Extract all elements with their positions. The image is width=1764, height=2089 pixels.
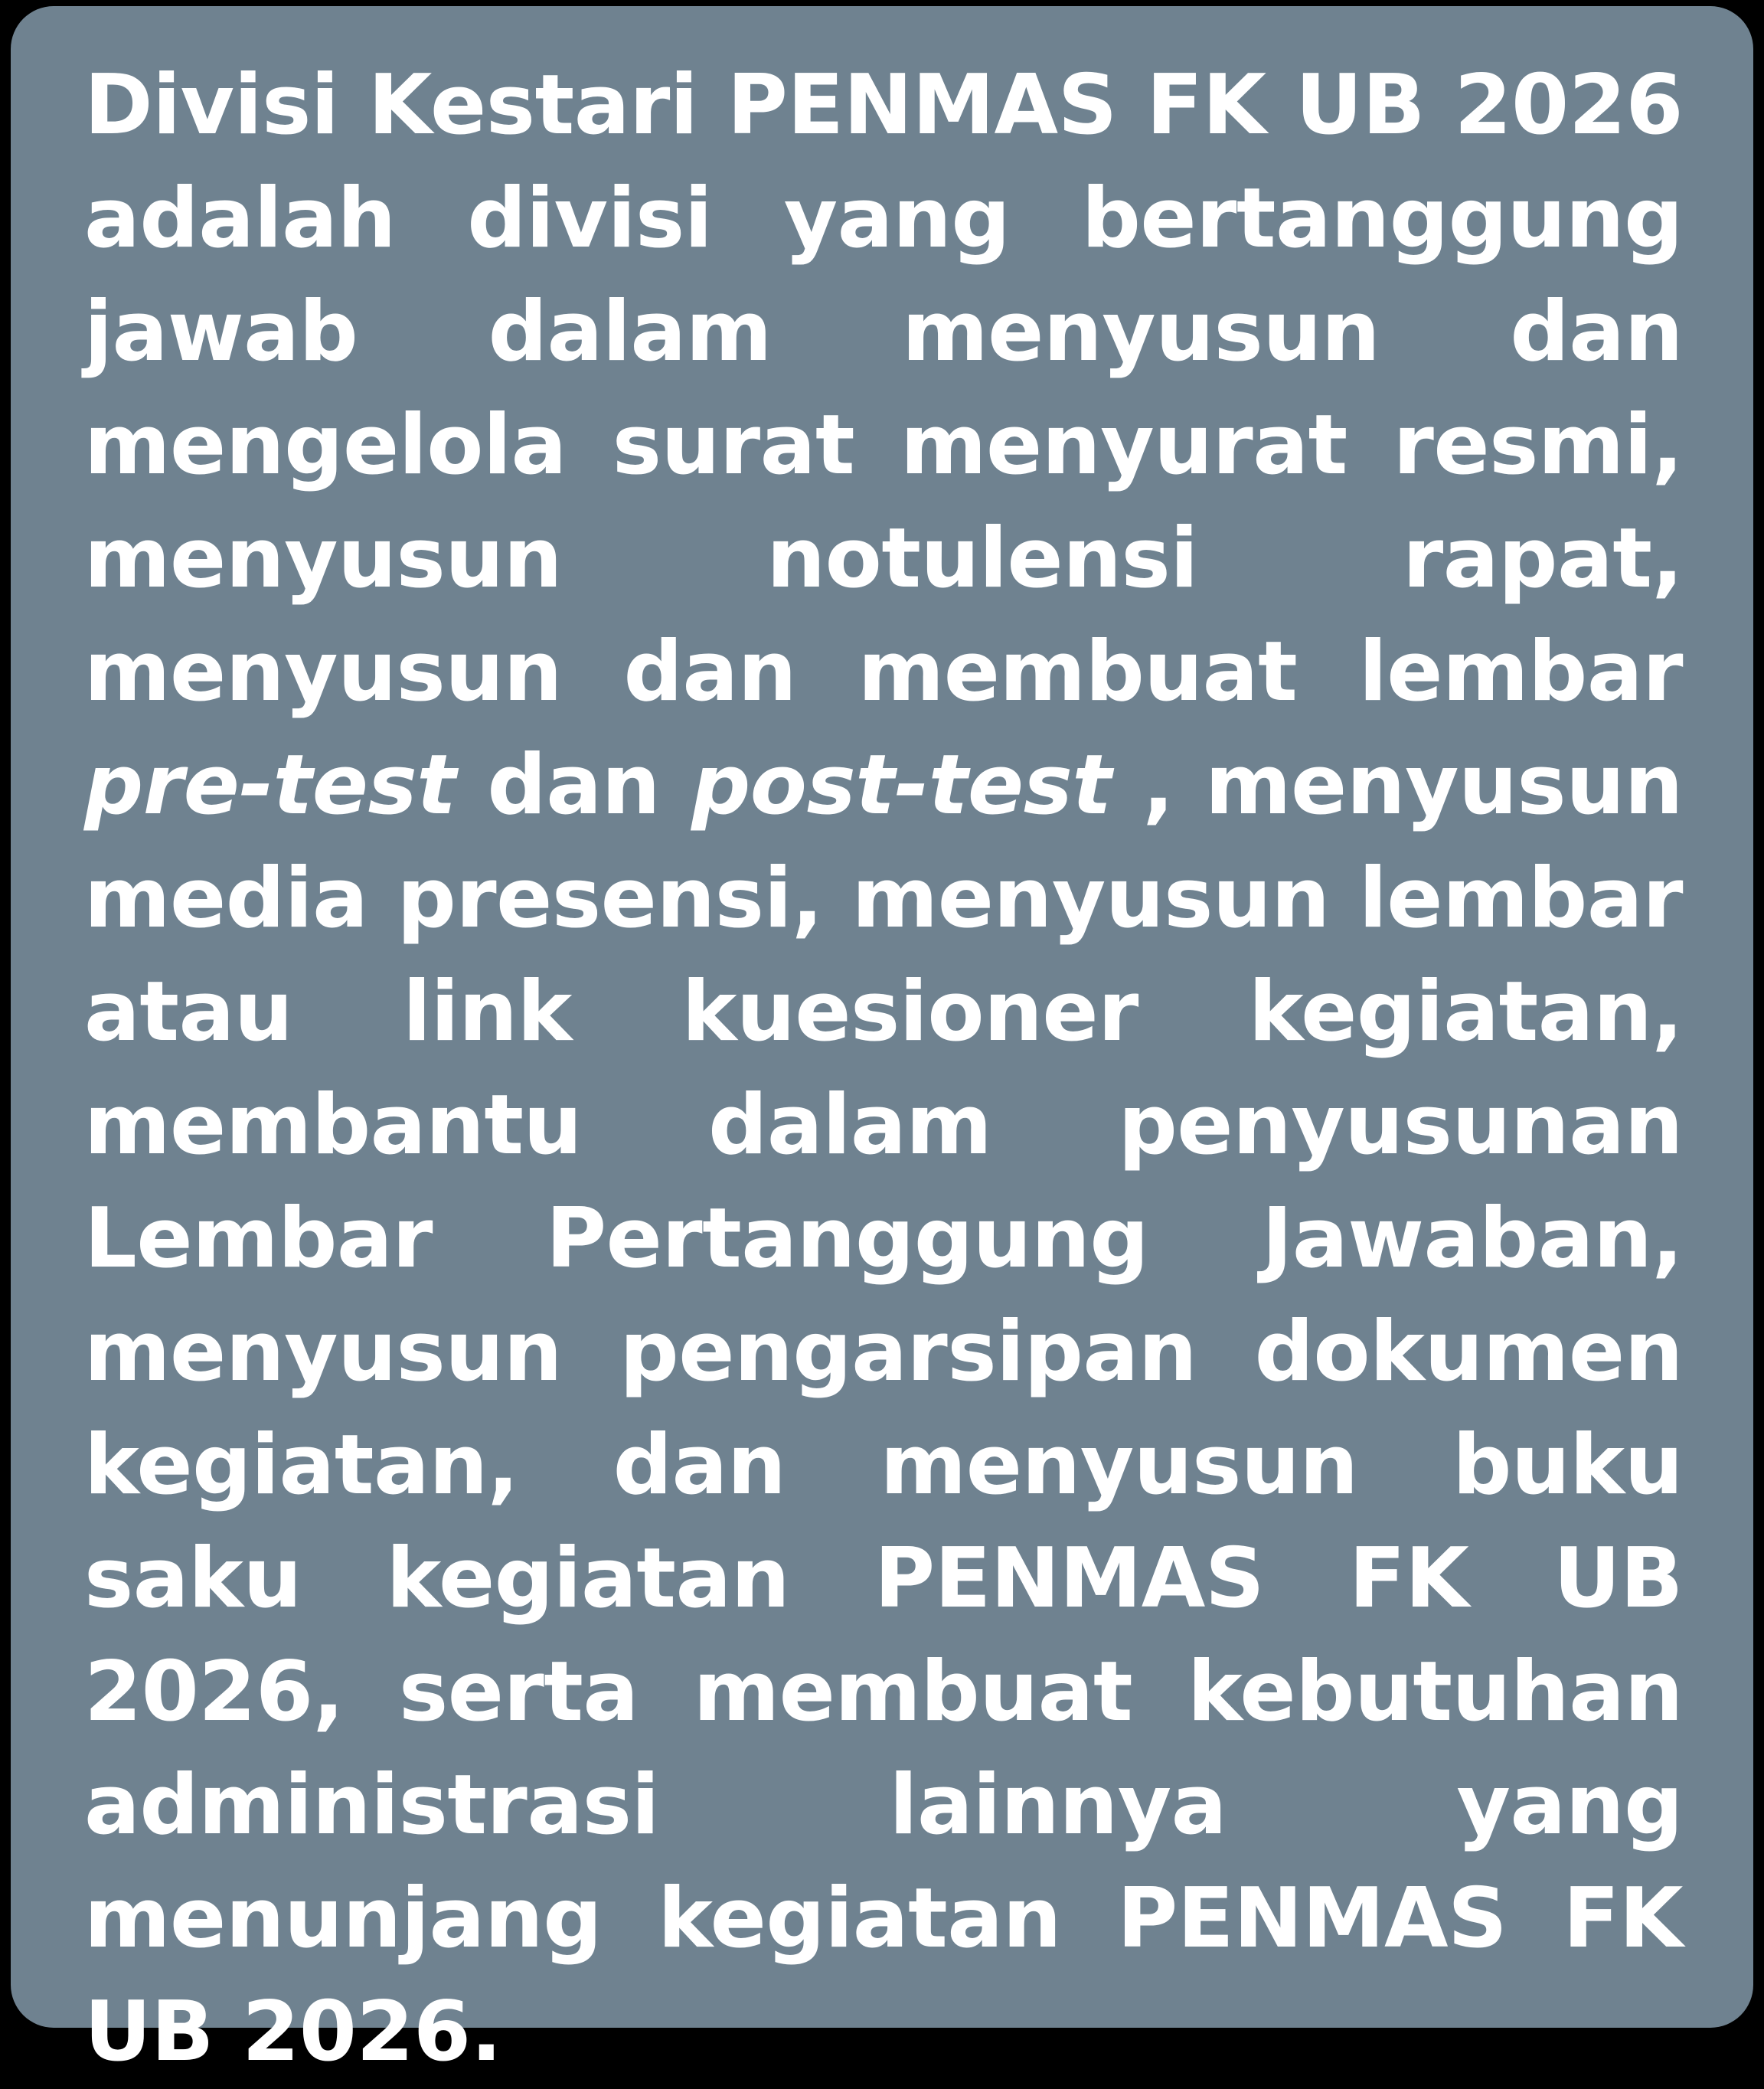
description-paragraph: Divisi Kestari PENMAS FK UB 2026 adalah divisi yang bertanggung jawab dalam menyusun dan mengelola surat menyurat resmi, menyusun notulensi rapat, menyusun dan membuat lembar pre-test dan post-test , menyusun media presensi, menyusun lembar atau link kuesioner kegiatan, membantu dalam penyusunan Lembar Pertanggung Jawaban, menyusun pengarsipan dokumen kegiatan, dan menyusun buku saku kegiatan PENMAS FK UB 2026, serta membuat kebutuhan administrasi lainnya yang menunjang kegiatan PENMAS FK UB 2026.: [84, 57, 1683, 2080]
description-card: [11, 6, 1753, 2080]
emphasized-term-3: post-test: [691, 737, 1112, 833]
emphasized-term-1: pre-test: [84, 737, 456, 833]
